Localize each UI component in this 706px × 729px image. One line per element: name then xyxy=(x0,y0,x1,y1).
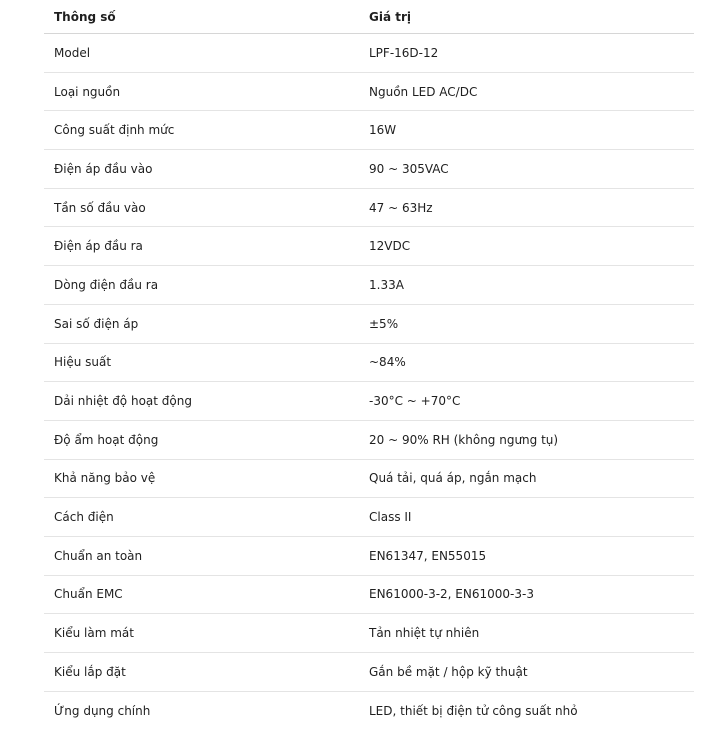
table-row xyxy=(44,382,694,421)
header-param: Thông số xyxy=(44,0,359,34)
value-cell: Class II xyxy=(359,498,694,537)
table-row xyxy=(44,34,694,73)
param-cell: Hiệu suất xyxy=(44,343,359,382)
value-cell: EN61000-3-2, EN61000-3-3 xyxy=(359,575,694,614)
param-cell: Model xyxy=(44,34,359,73)
value-cell: 1.33A xyxy=(359,266,694,305)
param-cell: Kiểu lắp đặt xyxy=(44,653,359,692)
header-row xyxy=(44,0,694,34)
param-cell: Chuẩn an toàn xyxy=(44,536,359,575)
param-cell: Cách điện xyxy=(44,498,359,537)
param-cell: Điện áp đầu ra xyxy=(44,227,359,266)
table-row xyxy=(44,188,694,227)
table-row xyxy=(44,691,694,729)
table-row xyxy=(44,536,694,575)
value-cell: 20 ~ 90% RH (không ngưng tụ) xyxy=(359,420,694,459)
spec-table-body xyxy=(44,34,694,729)
value-cell: Gắn bề mặt / hộp kỹ thuật xyxy=(359,653,694,692)
value-cell: LPF-16D-12 xyxy=(359,34,694,73)
table-row xyxy=(44,266,694,305)
param-cell: Kiểu làm mát xyxy=(44,614,359,653)
table-row xyxy=(44,498,694,537)
header-value: Giá trị xyxy=(359,0,694,34)
table-row xyxy=(44,343,694,382)
value-cell: 12VDC xyxy=(359,227,694,266)
table-row xyxy=(44,227,694,266)
param-cell: Khả năng bảo vệ xyxy=(44,459,359,498)
value-cell: 47 ~ 63Hz xyxy=(359,188,694,227)
value-cell: Quá tải, quá áp, ngắn mạch xyxy=(359,459,694,498)
table-row xyxy=(44,653,694,692)
table-row xyxy=(44,420,694,459)
value-cell: Nguồn LED AC/DC xyxy=(359,72,694,111)
value-cell: ±5% xyxy=(359,304,694,343)
param-cell: Tần số đầu vào xyxy=(44,188,359,227)
table-row xyxy=(44,614,694,653)
spec-table xyxy=(44,0,694,729)
param-cell: Độ ẩm hoạt động xyxy=(44,420,359,459)
spec-table-header xyxy=(44,0,694,34)
param-cell: Chuẩn EMC xyxy=(44,575,359,614)
value-cell: 90 ~ 305VAC xyxy=(359,150,694,189)
table-row xyxy=(44,575,694,614)
value-cell: ~84% xyxy=(359,343,694,382)
param-cell: Loại nguồn xyxy=(44,72,359,111)
param-cell: Công suất định mức xyxy=(44,111,359,150)
value-cell: 16W xyxy=(359,111,694,150)
value-cell: -30°C ~ +70°C xyxy=(359,382,694,421)
param-cell: Sai số điện áp xyxy=(44,304,359,343)
param-cell: Ứng dụng chính xyxy=(44,691,359,729)
table-row xyxy=(44,72,694,111)
table-row xyxy=(44,304,694,343)
table-row xyxy=(44,150,694,189)
param-cell: Điện áp đầu vào xyxy=(44,150,359,189)
value-cell: EN61347, EN55015 xyxy=(359,536,694,575)
table-row xyxy=(44,459,694,498)
value-cell: LED, thiết bị điện tử công suất nhỏ xyxy=(359,691,694,729)
table-row xyxy=(44,111,694,150)
param-cell: Dải nhiệt độ hoạt động xyxy=(44,382,359,421)
param-cell: Dòng điện đầu ra xyxy=(44,266,359,305)
value-cell: Tản nhiệt tự nhiên xyxy=(359,614,694,653)
